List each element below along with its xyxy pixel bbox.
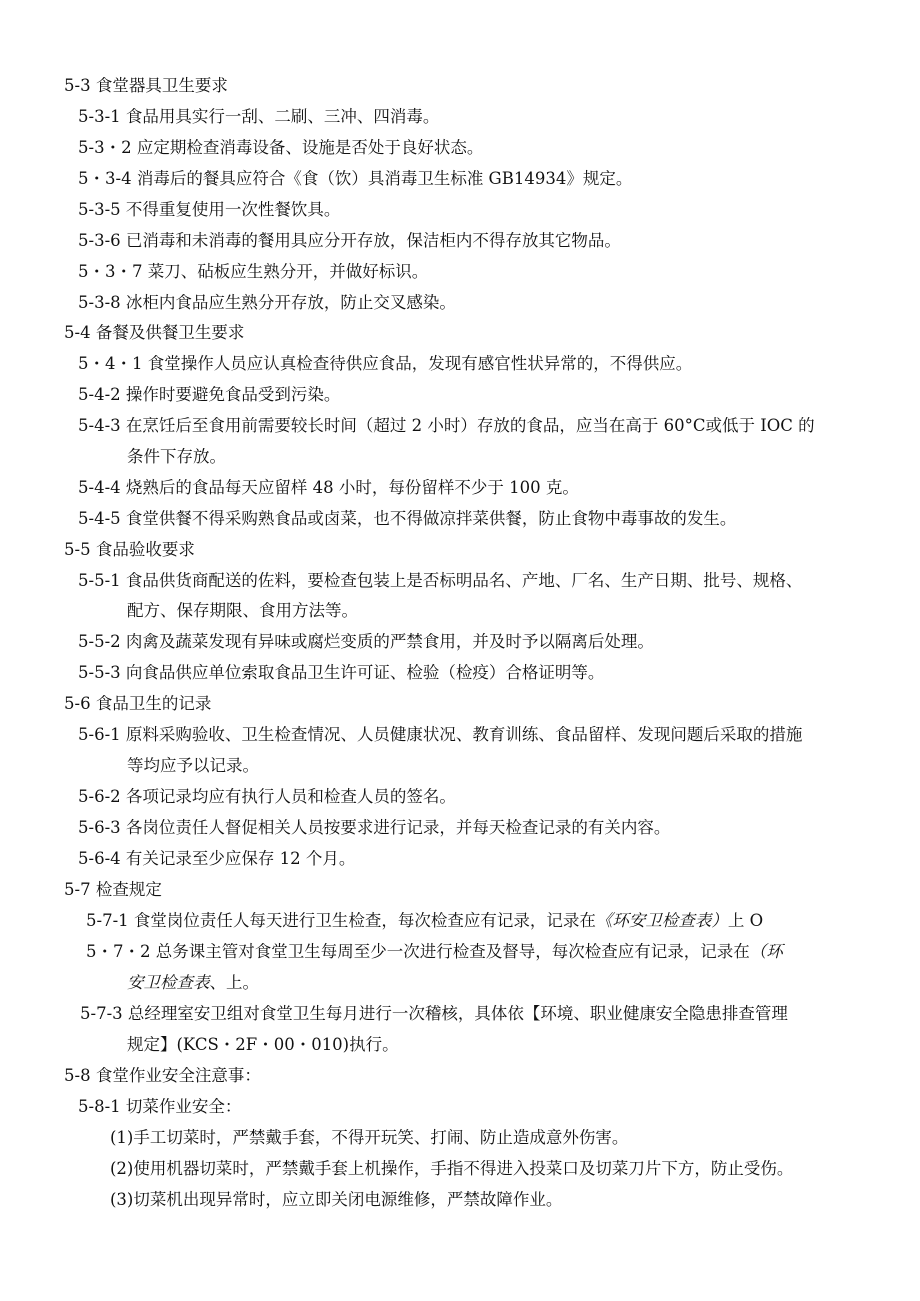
section-heading-5-4: 5-4 备餐及供餐卫生要求 [64, 323, 245, 342]
clause-5-7-2-tail: 、上。 [209, 973, 259, 992]
clause-5-8-1: 5-8-1 切菜作业安全： [78, 1097, 242, 1116]
clause-5-3-8: 5-3-8 冰柜内食品应生熟分开存放，防止交叉感染。 [78, 293, 456, 312]
list-item-2: (2)使用机器切菜时，严禁戴手套上机操作，手指不得进入投菜口及切菜刀片下方，防止受伤。 [110, 1159, 794, 1178]
clause-5-5-1: 5-5-1 食品供货商配送的佐料，要检查包装上是否标明品名、产地、厂名、生产日期、批号、规格、 [78, 571, 803, 590]
clause-5-6-1-continuation: 等均应予以记录。 [127, 756, 259, 775]
form-name-open: （环 [749, 942, 783, 961]
clause-5-7-2-text: 5・7・2 总务课主管对食堂卫生每周至少一次进行检查及督导，每次检查应有记录，记录在 [86, 942, 750, 961]
clause-5-3-2: 5-3・2 应定期检查消毒设备、设施是否处于良好状态。 [78, 138, 484, 157]
clause-5-5-1-continuation: 配方、保存期限、食用方法等。 [127, 601, 358, 620]
clause-5-6-4: 5-6-4 有关记录至少应保存 12 个月。 [78, 849, 356, 868]
clause-5-7-2 [86, 941, 783, 963]
clause-5-4-2: 5-4-2 操作时要避免食品受到污染。 [78, 385, 341, 404]
clause-5-7-1-tail: 上 O [727, 911, 764, 930]
clause-5-7-3: 5-7-3 总经理室安卫组对食堂卫生每月进行一次稽核，具体依【环境、职业健康安全隐患排查管理 [80, 1004, 788, 1023]
clause-5-5-3: 5-5-3 向食品供应单位索取食品卫生许可证、检验（检疫）合格证明等。 [78, 663, 605, 682]
clause-5-4-3-continuation: 条件下存放。 [127, 447, 226, 466]
clause-5-6-3: 5-6-3 各岗位责任人督促相关人员按要求进行记录，并每天检查记录的有关内容。 [78, 818, 671, 837]
section-heading-5-5: 5-5 食品验收要求 [64, 540, 195, 559]
clause-5-5-2: 5-5-2 肉禽及蔬菜发现有异味或腐烂变质的严禁食用，并及时予以隔离后处理。 [78, 632, 654, 651]
clause-5-3-6: 5-3-6 已消毒和未消毒的餐用具应分开存放，保洁柜内不得存放其它物品。 [78, 231, 621, 250]
section-heading-5-6: 5-6 食品卫生的记录 [64, 694, 212, 713]
clause-5-7-1-text: 5-7-1 食堂岗位责任人每天进行卫生检查，每次检查应有记录，记录在 [86, 911, 596, 930]
clause-5-7-3-continuation: 规定】(KCS・2F・00・010)执行。 [127, 1035, 399, 1054]
clause-5-4-4: 5-4-4 烧熟后的食品每天应留样 48 小时，每份留样不少于 100 克。 [78, 478, 579, 497]
clause-5-3-1: 5-3-1 食品用具实行一刮、二刷、三冲、四消毒。 [78, 107, 440, 126]
clause-5-3-7: 5・3・7 菜刀、砧板应生熟分开，并做好标识。 [78, 262, 429, 281]
list-item-1: (1)手工切菜时，严禁戴手套，不得开玩笑、打闹、防止造成意外伤害。 [110, 1128, 629, 1147]
clause-5-6-1: 5-6-1 原料采购验收、卫生检查情况、人员健康状况、教育训练、食品留样、发现问题后采取的措施 [78, 725, 803, 744]
form-name-inspection-sheet: 《环安卫检查表） [595, 911, 728, 930]
clause-5-3-5: 5-3-5 不得重复使用一次性餐饮具。 [78, 200, 341, 219]
section-heading-5-8: 5-8 食堂作业安全注意事： [64, 1066, 261, 1085]
clause-5-6-2: 5-6-2 各项记录均应有执行人员和检查人员的签名。 [78, 787, 456, 806]
clause-5-4-5: 5-4-5 食堂供餐不得采购熟食品或卤菜，也不得做凉拌菜供餐，防止食物中毒事故的发生。 [78, 509, 737, 528]
form-name-inspection-sheet-2: 安卫检查表 [127, 973, 210, 992]
section-heading-5-3: 5-3 食堂器具卫生要求 [64, 76, 228, 95]
list-item-3: (3)切菜机出现异常时，应立即关闭电源维修，严禁故障作业。 [110, 1190, 563, 1209]
clause-5-3-4: 5・3-4 消毒后的餐具应符合《食（饮）具消毒卫生标准 GB14934》规定。 [78, 169, 633, 188]
clause-5-4-1: 5・4・1 食堂操作人员应认真检查待供应食品，发现有感官性状异常的，不得供应。 [78, 354, 693, 373]
section-heading-5-7: 5-7 检查规定 [64, 880, 162, 899]
clause-5-4-3: 5-4-3 在烹饪后至食用前需要较长时间（超过 2 小时）存放的食品，应当在高于 60°C或低于 IOC 的 [78, 416, 815, 435]
clause-5-7-1 [86, 910, 763, 932]
clause-5-7-2-continuation [127, 972, 259, 994]
